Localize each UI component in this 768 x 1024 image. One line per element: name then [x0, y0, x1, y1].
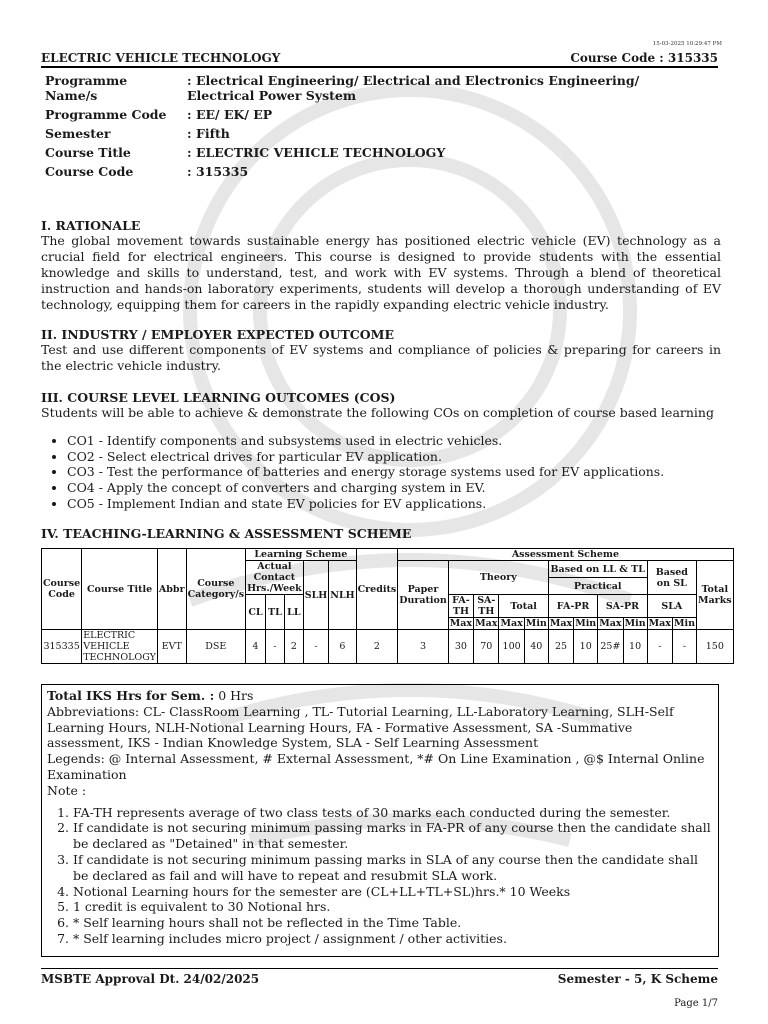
th-total-marks: Total Marks	[697, 561, 734, 630]
th-min: Min	[673, 618, 696, 629]
cell-category: DSE	[186, 630, 245, 664]
header-course-code: Course Code : 315335	[570, 51, 718, 65]
cos-heading: III. COURSE LEVEL LEARNING OUTCOMES (COS)	[41, 390, 396, 405]
header-course-title: ELECTRIC VEHICLE TECHNOLOGY	[41, 51, 281, 65]
th-theory: Theory	[448, 561, 548, 595]
info-row	[41, 143, 711, 162]
info-key: Course Title	[45, 145, 131, 160]
cell-sa-pr-min: 10	[623, 630, 647, 664]
th-max: Max	[449, 618, 473, 629]
note-label: Note :	[47, 782, 87, 798]
outcome-heading: II. INDUSTRY / EMPLOYER EXPECTED OUTCOME	[41, 327, 394, 342]
cell-fa-pr-min: 10	[574, 630, 598, 664]
cell-nlh: 6	[329, 630, 356, 664]
page-number: Page 1/7	[674, 998, 718, 1009]
th-based-ll-tl: Based on LL & TL	[548, 561, 647, 578]
cell-sla-min: -	[672, 630, 696, 664]
th-sa-th: SA-TH	[474, 595, 499, 618]
th-credits: Credits	[356, 549, 398, 630]
list-item: • CO4 - Apply the concept of converters and charging system in EV.	[67, 480, 721, 496]
abbreviations-text: Abbreviations: CL- ClassRoom Learning , TL- Tutorial Learning, LL-Laboratory Learning, SLH-Self Learning Hours, NLH-Notional Learning Hours, FA - Formative Assessment, SA -Summative assessment, IKS - Indian Knowledge System, SLA - Self Learning Assessment	[47, 703, 674, 751]
th-max: Max	[648, 618, 671, 629]
info-row	[41, 105, 711, 124]
cos-section	[41, 390, 721, 512]
info-key: Semester	[45, 126, 111, 141]
info-row	[41, 124, 711, 143]
course-info-table	[41, 71, 711, 181]
scheme-section	[41, 526, 721, 541]
th-paper-duration: Paper Duration	[398, 561, 449, 630]
outcome-section	[41, 327, 721, 374]
th-max: Max	[500, 618, 523, 629]
cell-total-min: 40	[524, 630, 548, 664]
info-value: : EE/ EK/ EP	[187, 107, 273, 122]
iks-value: 0 Hrs	[214, 688, 254, 703]
table-row	[42, 630, 734, 664]
cell-tl: -	[265, 630, 284, 664]
cell-cl: 4	[246, 630, 266, 664]
th-fa-th: FA-TH	[448, 595, 473, 618]
list-item: • CO1 - Identify components and subsystems used in electric vehicles.	[67, 433, 721, 449]
rationale-heading: I. RATIONALE	[41, 218, 141, 233]
th-fa-pr: FA-PR	[548, 595, 597, 618]
info-row	[41, 162, 711, 181]
list-item: • CO3 - Test the performance of batteries and energy storage systems used for EV applications.	[67, 464, 721, 480]
info-value: : Electrical Engineering/ Electrical and Electronics Engineering/ Electrical Power System	[187, 73, 640, 103]
notes-list	[47, 805, 713, 947]
cell-sla-max: -	[647, 630, 672, 664]
iks-line	[47, 688, 713, 704]
cos-list	[41, 433, 721, 512]
th-total: Total	[499, 595, 548, 618]
cell-fa-th-max: 30	[448, 630, 473, 664]
cell-total-marks: 150	[697, 630, 734, 664]
th-max: Max	[475, 618, 498, 629]
th-course-code: Course Code	[42, 549, 82, 630]
th-assessment-scheme: Assessment Scheme	[398, 549, 733, 561]
info-key: Course Code	[45, 164, 134, 179]
cell-fa-pr-max: 25	[548, 630, 573, 664]
th-slh: SLH	[303, 561, 329, 630]
th-max: Max	[549, 618, 573, 629]
print-timestamp: 15-03-2025 10:29:47 PM	[652, 41, 722, 47]
footer-semester: Semester - 5, K Scheme	[557, 972, 718, 986]
teaching-assessment-table	[41, 548, 734, 664]
th-min: Min	[575, 618, 597, 629]
cell-paper: 3	[398, 630, 449, 664]
cell-total-max: 100	[499, 630, 524, 664]
cell-credits: 2	[356, 630, 398, 664]
th-min: Min	[525, 618, 547, 629]
th-ll: LL	[284, 595, 303, 630]
list-item: 5. 1 credit is equivalent to 30 Notional hrs.	[73, 899, 713, 915]
th-nlh: NLH	[329, 561, 356, 630]
list-item: 4. Notional Learning hours for the semester are (CL+LL+TL+SL)hrs.* 10 Weeks	[73, 884, 713, 900]
th-course-title: Course Title	[82, 549, 158, 630]
list-item: 6. * Self learning hours shall not be reflected in the Time Table.	[73, 915, 713, 931]
list-item: 2. If candidate is not securing minimum passing marks in FA-PR of any course then the candidate shall be declared as "Detained" in that semester.	[73, 820, 713, 852]
info-value: : 315335	[187, 164, 249, 179]
outcome-text: Test and use different components of EV systems and compliance of policies & preparing for careers in the electric vehicle industry.	[41, 342, 721, 373]
legends-text: Legends: @ Internal Assessment, # External Assessment, *# On Line Examination , @$ Internal Online Examination	[47, 751, 705, 782]
list-item: • CO2 - Select electrical drives for particular EV application.	[67, 449, 721, 465]
cos-intro: Students will be able to achieve & demonstrate the following COs on completion of course based learning	[41, 405, 714, 420]
list-item: • CO5 - Implement Indian and state EV policies for EV applications.	[67, 496, 721, 512]
list-item: 1. FA-TH represents average of two class tests of 30 marks each conducted during the semester.	[73, 805, 713, 821]
info-value: : Fifth	[187, 126, 230, 141]
header-divider	[41, 66, 718, 67]
th-practical: Practical	[548, 578, 647, 595]
cell-ll: 2	[284, 630, 303, 664]
th-abbr: Abbr	[157, 549, 186, 630]
list-item: 3. If candidate is not securing minimum passing marks in SLA of any course then the candidate shall be declared as fail and will have to repeat and resubmit SLA work.	[73, 852, 713, 884]
th-max: Max	[599, 618, 622, 629]
th-cl: CL	[246, 595, 266, 630]
footer-approval: MSBTE Approval Dt. 24/02/2025	[41, 972, 260, 986]
cell-slh: -	[303, 630, 329, 664]
th-tl: TL	[265, 595, 284, 630]
rationale-text: The global movement towards sustainable energy has positioned electric vehicle (EV) technology as a crucial field for electrical engineers. This course is designed to provide students with the essential knowledge and skills to understand, test, and work with EV systems. Through a blend of theoretical instruction and hands-on laboratory experiments, students will develop a thorough understanding of EV technology, equipping them for careers in the rapidly expanding electric vehicle industry.	[41, 233, 721, 312]
th-actual-contact: Actual Contact Hrs./Week	[247, 561, 302, 594]
info-key: Programme Code	[45, 107, 167, 122]
th-category: Course Category/s	[186, 549, 245, 630]
th-min: Min	[624, 618, 646, 629]
list-item: 7. * Self learning includes micro project / assignment / other activities.	[73, 931, 713, 947]
info-key: Programme Name/s	[45, 73, 128, 103]
rationale-section	[41, 218, 721, 313]
cell-sa-pr-max: 25#	[598, 630, 623, 664]
th-sla: SLA	[647, 595, 696, 618]
th-sa-pr: SA-PR	[598, 595, 647, 618]
cell-title: ELECTRIC VEHICLE TECHNOLOGY	[83, 630, 156, 663]
cell-code: 315335	[42, 630, 82, 664]
th-learning-scheme: Learning Scheme	[246, 549, 357, 561]
page-footer	[41, 968, 718, 986]
info-row	[41, 71, 711, 105]
iks-label: Total IKS Hrs for Sem. :	[47, 688, 215, 703]
cell-abbr: EVT	[157, 630, 186, 664]
th-based-sl: Based on SL	[647, 561, 696, 595]
notes-box	[41, 684, 719, 957]
cell-sa-th-max: 70	[474, 630, 499, 664]
info-value: : ELECTRIC VEHICLE TECHNOLOGY	[187, 145, 446, 160]
scheme-heading: IV. TEACHING-LEARNING & ASSESSMENT SCHEME	[41, 526, 412, 541]
